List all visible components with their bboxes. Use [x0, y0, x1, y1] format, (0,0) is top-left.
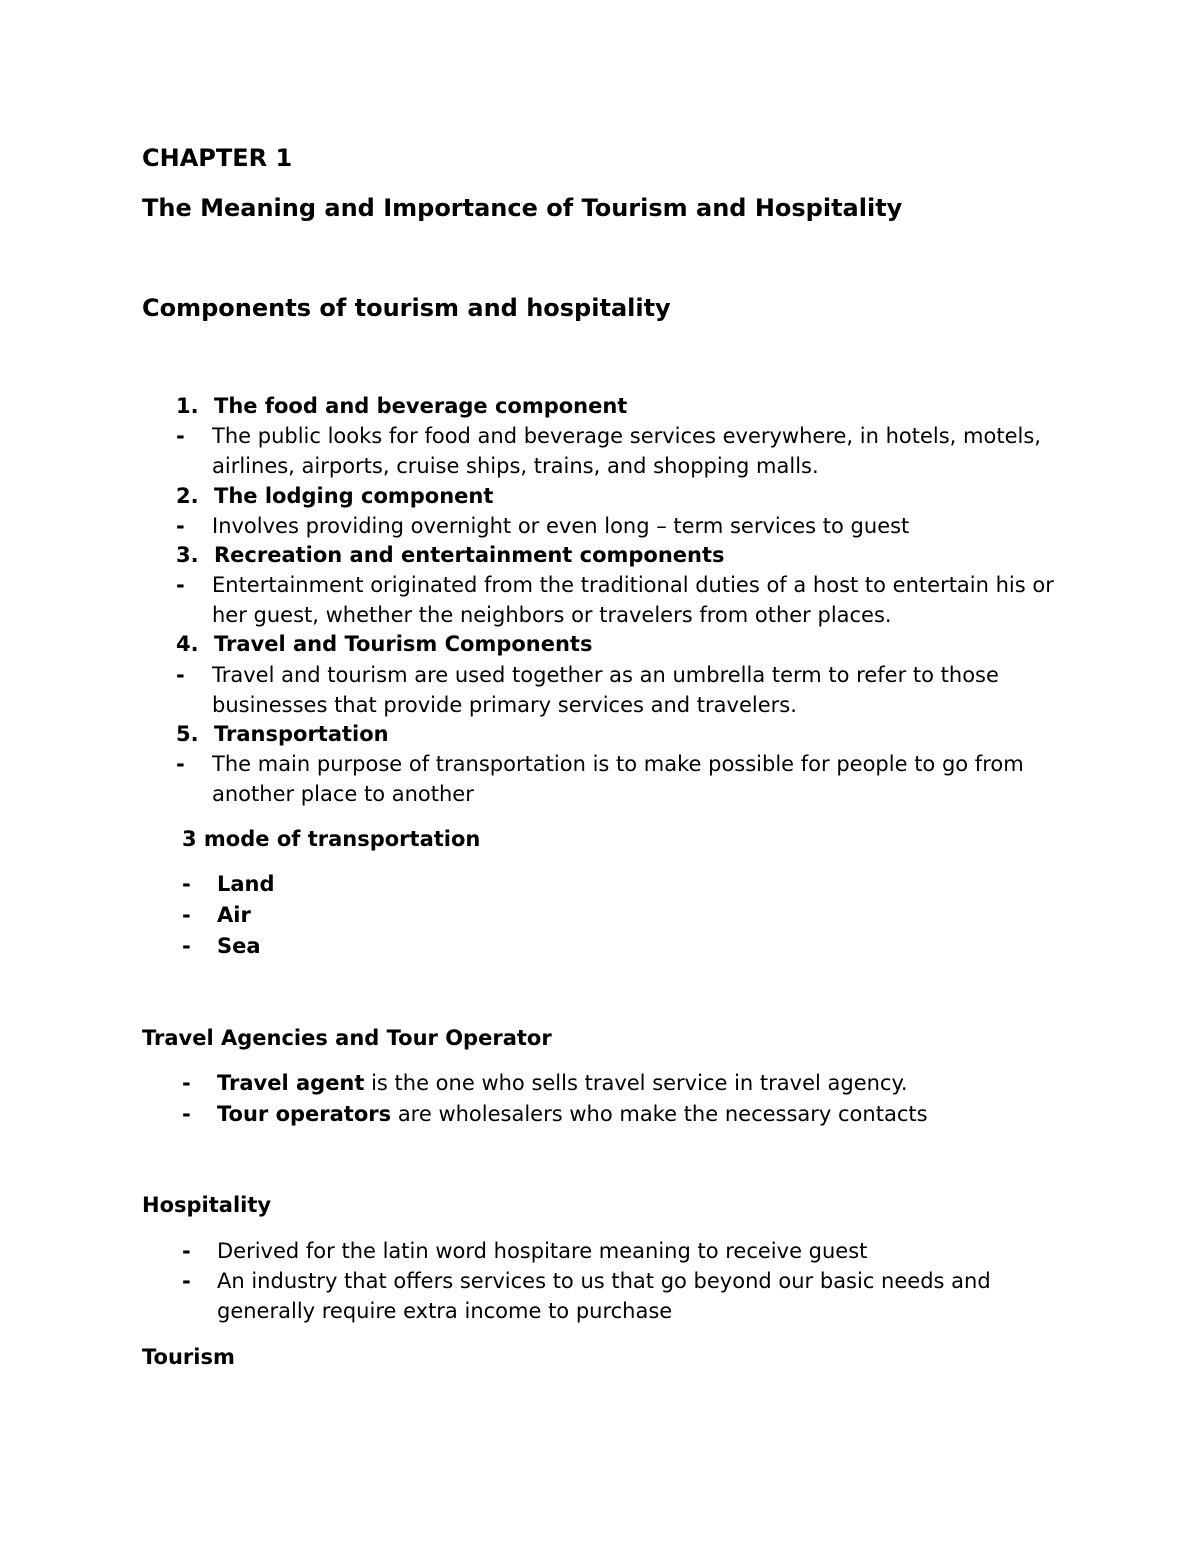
mode-label: Land — [217, 872, 275, 896]
description-line: her guest, whether the neighbors or travelers from other places. — [212, 603, 892, 627]
chapter-heading: CHAPTER 1 — [142, 144, 293, 172]
mode-label: Sea — [217, 934, 261, 958]
component-number: 5. — [176, 722, 199, 746]
component-description — [176, 570, 1076, 630]
component-item — [176, 540, 1076, 570]
dash-bullet: - — [182, 1269, 191, 1293]
dash-bullet: - — [176, 752, 185, 776]
component-description — [176, 749, 1076, 809]
component-label: The food and beverage component — [214, 394, 628, 418]
hospitality-line: Derived for the latin word hospitare meaning to receive guest — [217, 1239, 868, 1263]
travel-item-rest: is the one who sells travel service in travel agency. — [364, 1071, 908, 1095]
component-item — [176, 629, 1076, 659]
dash-bullet: - — [182, 1071, 191, 1095]
travel-item-term: Travel agent — [217, 1071, 365, 1095]
component-label: The lodging component — [214, 484, 494, 508]
hospitality-heading: Hospitality — [142, 1193, 272, 1217]
component-number: 2. — [176, 484, 199, 508]
travel-item — [182, 1099, 1082, 1129]
tourism-heading: Tourism — [142, 1345, 235, 1369]
component-item — [176, 481, 1076, 511]
hospitality-item — [182, 1266, 1082, 1326]
travel-item — [182, 1068, 1082, 1098]
hospitality-item — [182, 1236, 1082, 1266]
dash-bullet: - — [182, 872, 191, 896]
component-description — [176, 511, 1076, 541]
description-line: The public looks for food and beverage services everywhere, in hotels, motels, — [212, 424, 1041, 448]
component-number: 3. — [176, 543, 199, 567]
component-description — [176, 421, 1076, 481]
component-label: Recreation and entertainment components — [214, 543, 725, 567]
hospitality-line: generally require extra income to purchase — [217, 1299, 673, 1323]
mode-item — [182, 900, 582, 930]
description-line: The main purpose of transportation is to make possible for people to go from — [212, 752, 1024, 776]
description-line: Involves providing overnight or even long – term services to guest — [212, 514, 910, 538]
mode-item — [182, 869, 582, 899]
component-number: 4. — [176, 632, 199, 656]
travel-item-term: Tour operators — [217, 1102, 392, 1126]
component-item — [176, 391, 1076, 421]
dash-bullet: - — [182, 903, 191, 927]
description-line: businesses that provide primary services and travelers. — [212, 693, 797, 717]
component-label: Transportation — [214, 722, 389, 746]
component-description — [176, 660, 1076, 720]
travel-item-text — [217, 1068, 908, 1098]
mode-item — [182, 931, 582, 961]
dash-bullet: - — [182, 1102, 191, 1126]
component-number: 1. — [176, 394, 199, 418]
dash-bullet: - — [176, 424, 185, 448]
dash-bullet: - — [182, 1239, 191, 1263]
document-title: The Meaning and Importance of Tourism and Hospitality — [142, 194, 903, 222]
travel-item-text — [217, 1099, 928, 1129]
dash-bullet: - — [176, 663, 185, 687]
description-line: Entertainment originated from the traditional duties of a host to entertain his or — [212, 573, 1054, 597]
component-label: Travel and Tourism Components — [214, 632, 593, 656]
modes-heading: 3 mode of transportation — [182, 827, 481, 851]
travel-item-rest: are wholesalers who make the necessary contacts — [391, 1102, 928, 1126]
component-item — [176, 719, 1076, 749]
description-line: another place to another — [212, 782, 474, 806]
hospitality-line: An industry that offers services to us that go beyond our basic needs and — [217, 1269, 991, 1293]
mode-label: Air — [217, 903, 251, 927]
description-line: Travel and tourism are used together as an umbrella term to refer to those — [212, 663, 999, 687]
dash-bullet: - — [176, 514, 185, 538]
components-heading: Components of tourism and hospitality — [142, 294, 671, 322]
dash-bullet: - — [176, 573, 185, 597]
description-line: airlines, airports, cruise ships, trains, and shopping malls. — [212, 454, 819, 478]
travel-agencies-heading: Travel Agencies and Tour Operator — [142, 1026, 552, 1050]
dash-bullet: - — [182, 934, 191, 958]
